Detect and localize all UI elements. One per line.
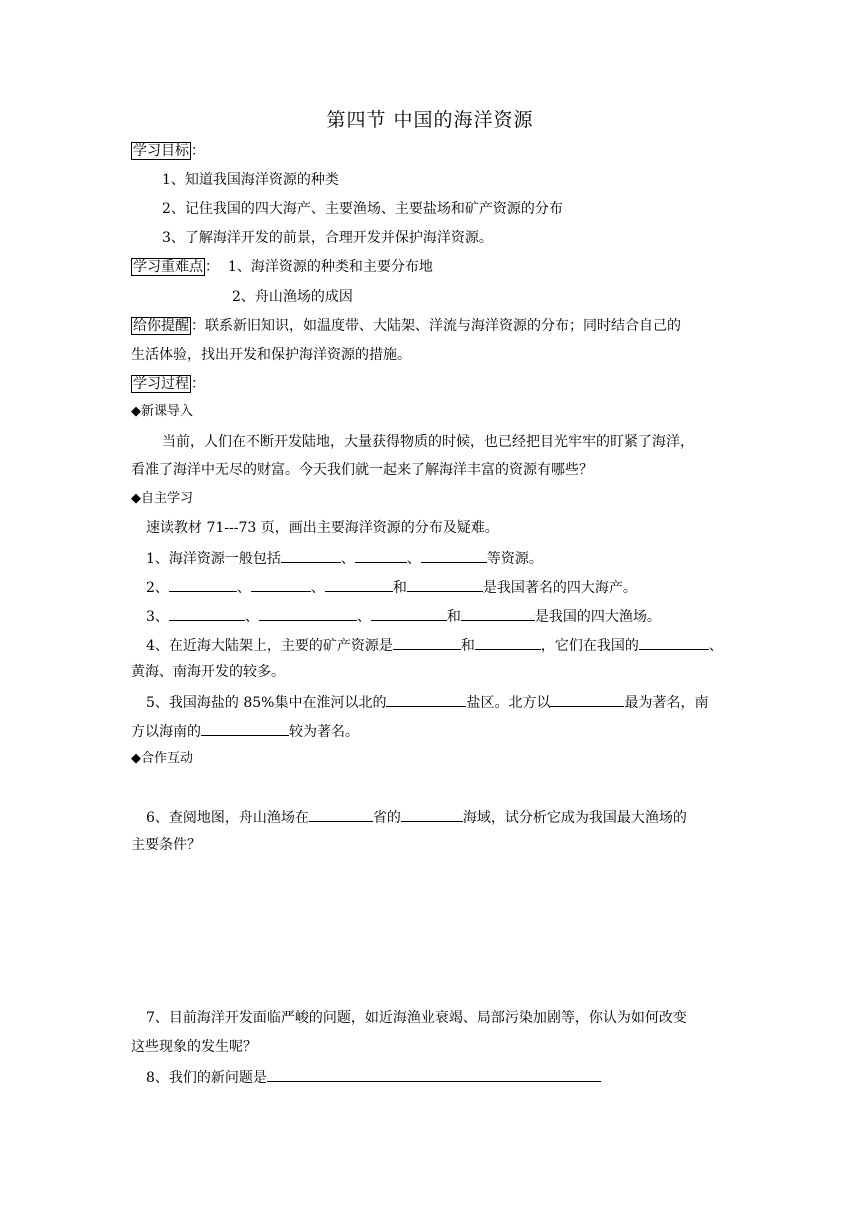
answer-blank[interactable]: [386, 691, 466, 707]
question-4: [146, 634, 723, 656]
q6-text: 省的: [372, 810, 401, 826]
key-point-item: 1、海洋资源的种类和主要分布地: [227, 259, 433, 275]
q5-text: 最为著名，南: [624, 695, 709, 711]
hint-label: 给你提醒: [133, 318, 189, 334]
answer-blank[interactable]: [461, 605, 535, 621]
objectives-label: 学习目标: [133, 143, 189, 159]
q5-text: 方以海南的: [131, 724, 201, 740]
question-5: [146, 691, 708, 713]
answer-blank[interactable]: [639, 634, 709, 650]
q2-text: 是我国著名的四大海产。: [482, 580, 637, 596]
q1-text: 1、海洋资源一般包括: [146, 551, 281, 567]
question-1: [146, 547, 543, 569]
answer-blank[interactable]: [371, 605, 447, 621]
q5-text: 5、我国海盐的 85%集中在淮河以北的: [146, 695, 387, 711]
answer-blank[interactable]: [169, 605, 245, 621]
question-8: [146, 1066, 601, 1088]
answer-blank[interactable]: [421, 547, 487, 563]
and-word: 和: [392, 580, 407, 596]
and-word: 和: [460, 638, 475, 654]
intro-paragraph: 当前，人们在不断开发陆地，大量获得物质的时候，也已经把目光牢牢的盯紧了海洋，: [162, 434, 694, 450]
separator: 、: [310, 580, 325, 596]
objective-item: 2、记住我国的四大海产、主要渔场、主要盐场和矿产资源的分布: [162, 201, 563, 217]
answer-blank[interactable]: [267, 1066, 601, 1082]
q6-text: 海域，试分析它成为我国最大渔场的: [462, 810, 687, 826]
question-6-cont: 主要条件？: [131, 837, 201, 853]
answer-blank[interactable]: [169, 576, 237, 592]
key-point-item: 2、舟山渔场的成因: [232, 289, 353, 305]
q8-text: 8、我们的新问题是: [146, 1070, 267, 1086]
separator: 、: [340, 551, 355, 567]
hint-text: ：联系新旧知识，如温度带、大陆架、洋流与海洋资源的分布；同时结合自己的: [191, 318, 681, 334]
answer-blank[interactable]: [550, 691, 624, 707]
cooperation-heading: ◆合作互动: [131, 751, 193, 766]
q5-text: 较为著名。: [289, 724, 359, 740]
hint-line: 生活体验，找出开发和保护海洋资源的措施。: [131, 347, 411, 363]
answer-blank[interactable]: [281, 547, 341, 563]
answer-blank[interactable]: [325, 576, 393, 592]
answer-blank[interactable]: [475, 634, 541, 650]
separator: 、: [244, 609, 259, 625]
answer-blank[interactable]: [259, 605, 357, 621]
question-2: [146, 576, 637, 598]
key-points-heading: 学习重难点 ： 1、海洋资源的种类和主要分布地: [133, 259, 433, 275]
q6-text: 6、查阅地图，舟山渔场在: [146, 810, 309, 826]
answer-blank[interactable]: [401, 806, 463, 822]
answer-blank[interactable]: [407, 576, 483, 592]
q4-text: ，它们在我国的: [540, 638, 639, 654]
answer-blank[interactable]: [201, 720, 289, 736]
objective-item: 3、了解海洋开发的前景，合理开发并保护海洋资源。: [162, 230, 493, 246]
q2-text: 2、: [146, 580, 169, 596]
objectives-heading: 学习目标 ：: [133, 143, 205, 159]
q3-text: 是我国的四大渔场。: [534, 609, 661, 625]
separator: 、: [406, 551, 421, 567]
intro-paragraph: 看准了海洋中无尽的财富。今天我们就一起来了解海洋丰富的资源有哪些？: [131, 462, 593, 478]
question-6: [146, 806, 687, 828]
answer-blank[interactable]: [393, 634, 461, 650]
hint-line: [131, 316, 681, 336]
question-5-cont: [131, 720, 359, 742]
self-study-heading: ◆自主学习: [131, 491, 193, 506]
page-title: 第四节 中国的海洋资源: [326, 109, 534, 131]
q1-text: 等资源。: [486, 551, 543, 567]
intro-heading: ◆新课导入: [131, 404, 193, 419]
separator: 、: [708, 638, 723, 654]
separator: 、: [356, 609, 371, 625]
key-points-label: 学习重难点: [133, 259, 203, 275]
process-heading: 学习过程 ：: [133, 376, 205, 392]
question-7-cont: 这些现象的发生呢？: [131, 1039, 257, 1055]
objective-item: 1、知道我国海洋资源的种类: [162, 172, 339, 188]
q4-text: 4、在近海大陆架上，主要的矿产资源是: [146, 638, 393, 654]
q3-text: 3、: [146, 609, 169, 625]
question-4-cont: 黄海、南海开发的较多。: [131, 664, 285, 680]
separator: 、: [236, 580, 251, 596]
q5-text: 盐区。北方以: [466, 695, 551, 711]
question-3: [146, 605, 661, 627]
process-label: 学习过程: [133, 376, 189, 392]
question-7: 7、目前海洋开发面临严峻的问题，如近海渔业衰竭、局部污染加剧等，你认为如何改变: [146, 1010, 687, 1026]
answer-blank[interactable]: [355, 547, 407, 563]
self-study-task: 速读教材 71---73 页，画出主要海洋资源的分布及疑难。: [146, 520, 499, 536]
and-word: 和: [446, 609, 461, 625]
answer-blank[interactable]: [309, 806, 373, 822]
answer-blank[interactable]: [251, 576, 311, 592]
